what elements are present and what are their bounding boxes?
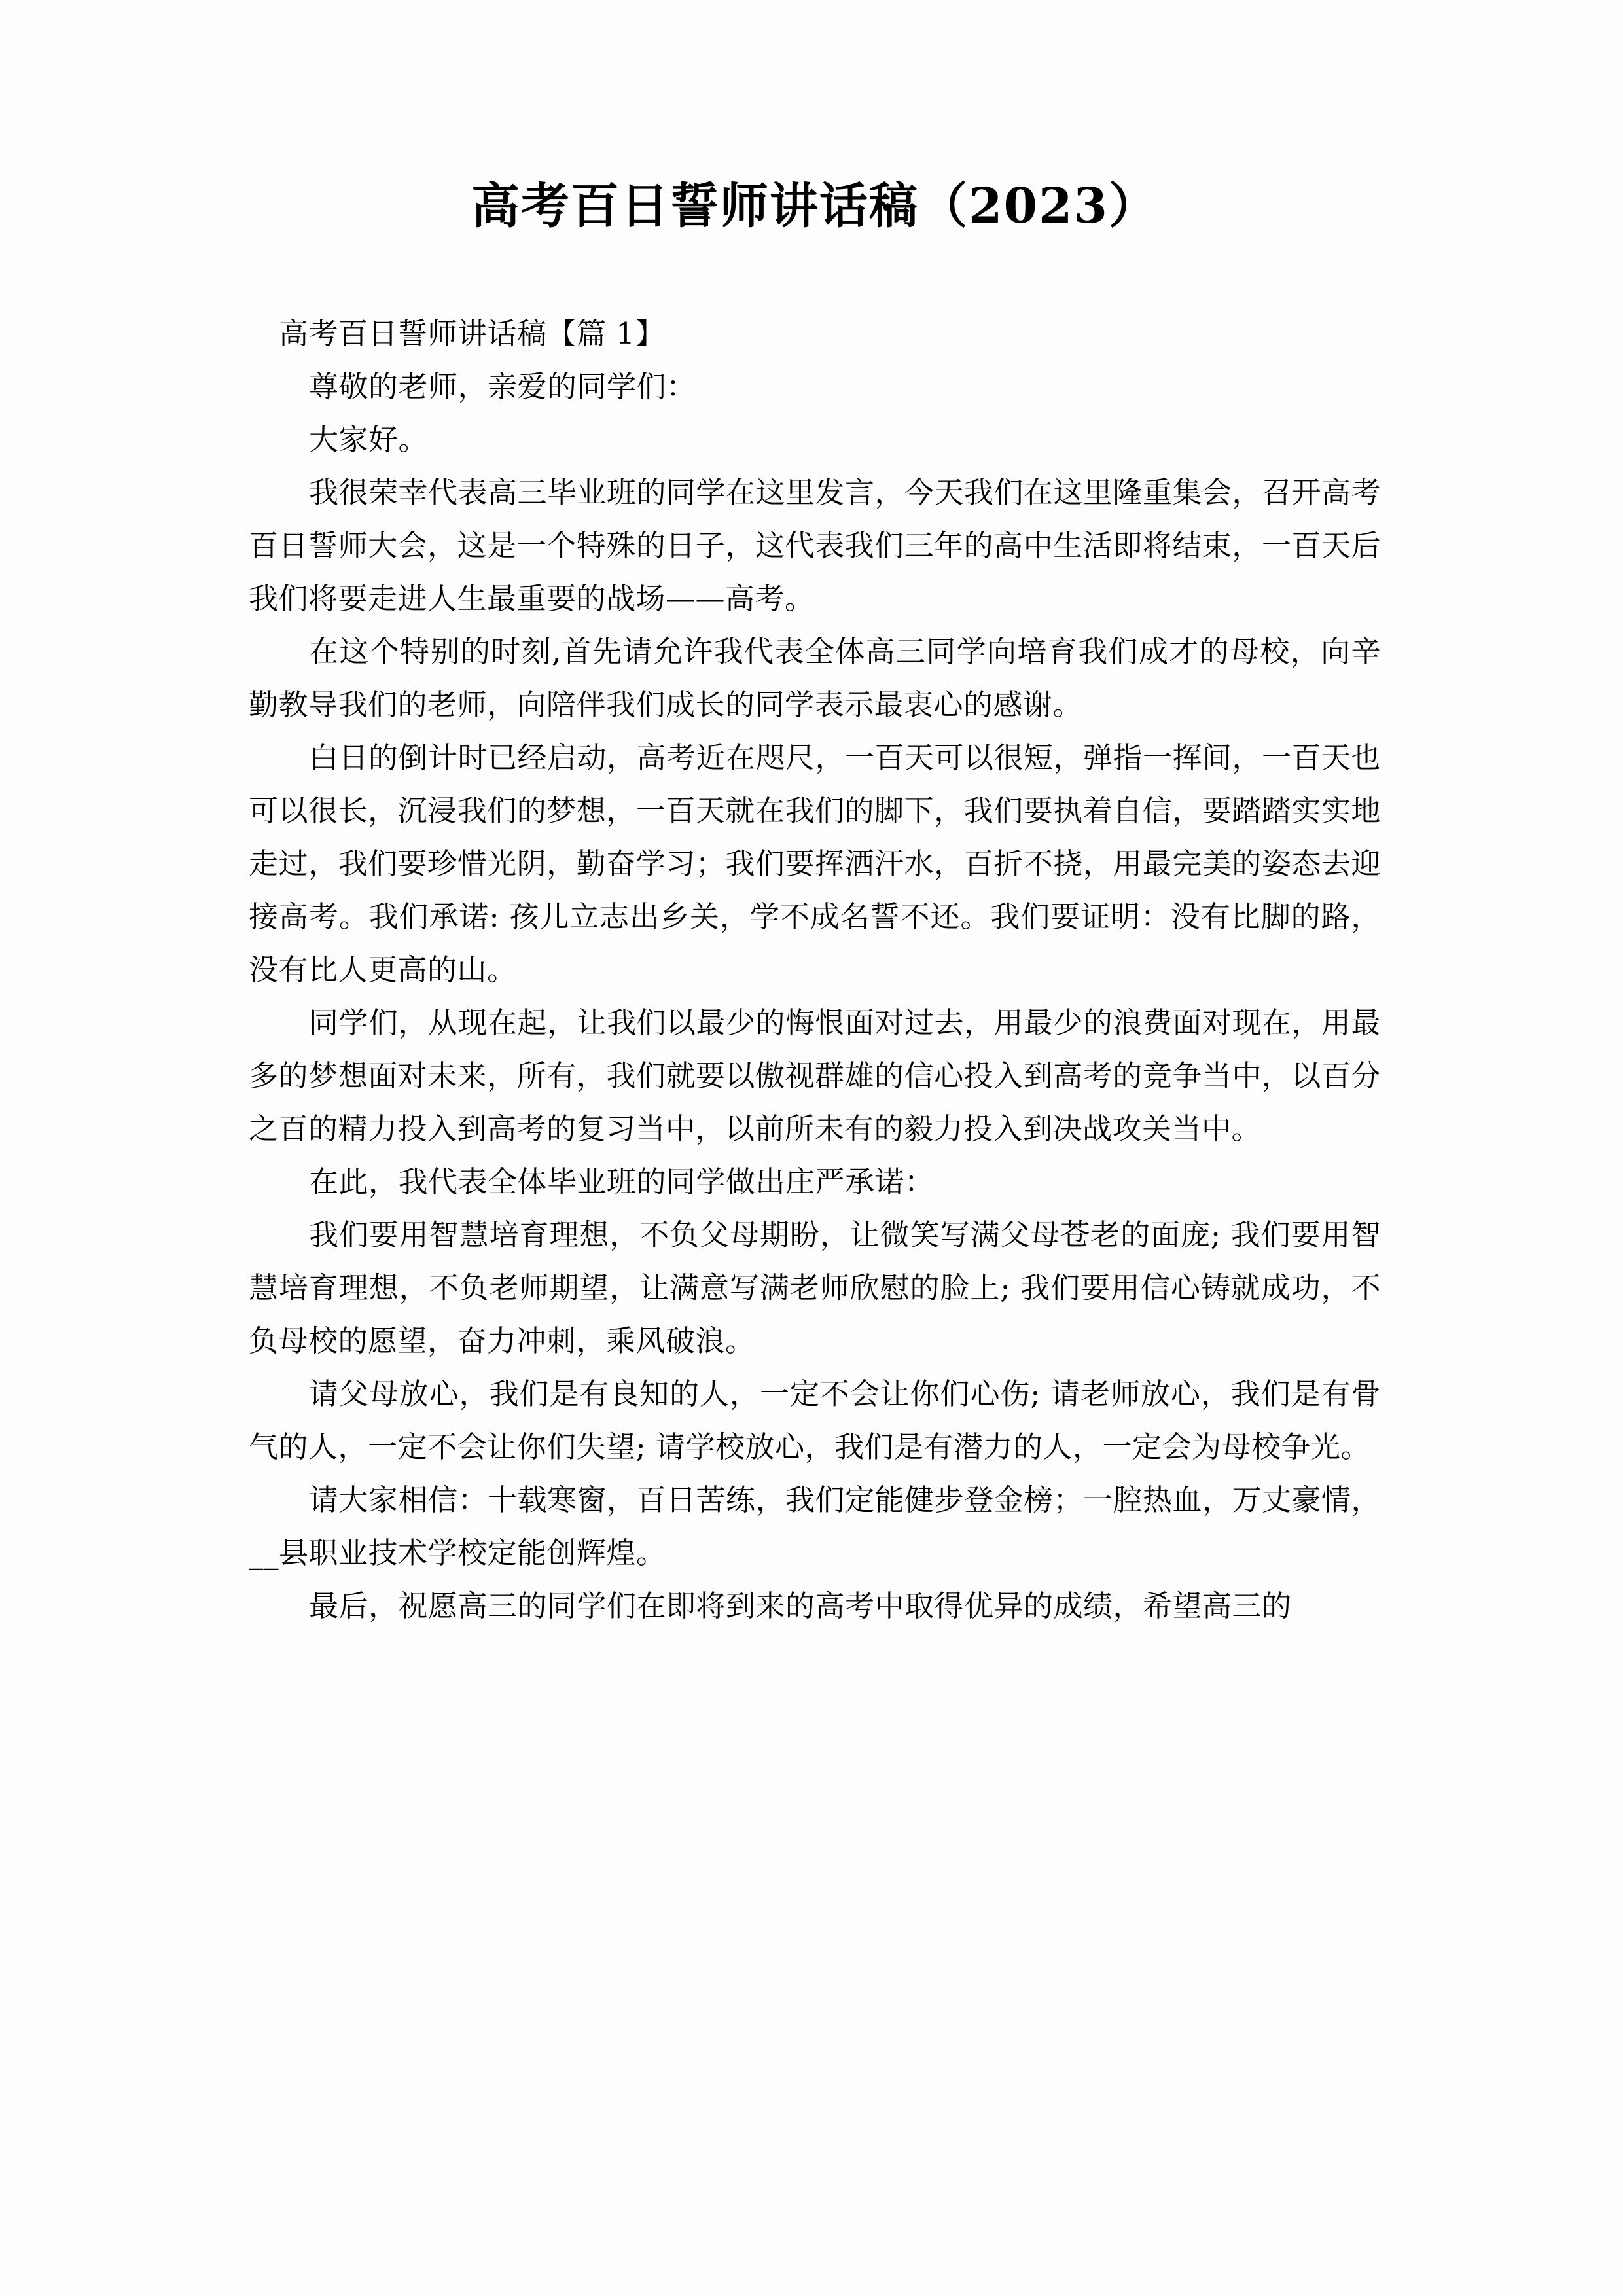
- salutation-line: 尊敬的老师，亲爱的同学们：: [309, 368, 696, 404]
- body-paragraph: 最后，祝愿高三的同学们在即将到来的高考中取得优异的成绩，希望高三的: [309, 1588, 1292, 1623]
- body-paragraph: 白日的倒计时已经启动，高考近在咫尺，一百天可以很短，弹指一挥间，一百天也可以很长，沉浸我们的梦想，一百天就在我们的脚下，我们要执着自信，要踏踏实实地走过，我们要珍惜光阴，勤奋学习；我们要挥洒汗水，百折不挠，用最完美的姿态去迎接高考。我们承诺: 孩儿立志出乡关，学不成名誓不还。我们要证明：没有比脚的路，没有比人更高的山。: [249, 740, 1382, 987]
- body-paragraph: 请父母放心，我们是有良知的人，一定不会让你们心伤; 请老师放心，我们是有骨气的人，一定不会让你们失望; 请学校放心，我们是有潜力的人，一定会为母校争光。: [249, 1376, 1381, 1464]
- body-paragraph: 同学们，从现在起，让我们以最少的悔恨面对过去，用最少的浪费面对现在，用最多的梦想面对未来，所有，我们就要以傲视群雄的信心投入到高考的竞争当中，以百分之百的精力投入到高考的复习当中，以前所未有的毅力投入到决战攻关当中。: [249, 1005, 1382, 1146]
- body-paragraph: 我很荣幸代表高三毕业班的同学在这里发言，今天我们在这里隆重集会，召开高考百日誓师大会，这是一个特殊的日子，这代表我们三年的高中生活即将结束，一百天后我们将要走进人生最重要的战场——高考。: [249, 475, 1382, 616]
- section-heading: 高考百日誓师讲话稿【篇 1】: [279, 315, 665, 351]
- body-paragraph: 我们要用智慧培育理想，不负父母期盼，让微笑写满父母苍老的面庞; 我们要用智慧培育理想，不负老师期望，让满意写满老师欣慰的脸上; 我们要用信心铸就成功，不负母校的愿望，奋力冲刺，乘风破浪。: [249, 1217, 1381, 1358]
- body-paragraph: 在此，我代表全体毕业班的同学做出庄严承诺：: [309, 1164, 935, 1199]
- document-body: [249, 307, 1381, 1632]
- body-paragraph: 请大家相信：十载寒窗，百日苦练，我们定能健步登金榜；一腔热血，万丈豪情，__县职业技术学校定能创辉煌。: [249, 1482, 1382, 1570]
- page-title: 高考百日誓师讲话稿（2023）: [471, 178, 1158, 234]
- greeting-line: 大家好。: [309, 422, 429, 457]
- page-content-area: [249, 0, 1381, 1632]
- body-paragraph: 在这个特别的时刻,首先请允许我代表全体高三同学向培育我们成才的母校，向辛勤教导我们的老师，向陪伴我们成长的同学表示最衷心的感谢。: [249, 634, 1381, 722]
